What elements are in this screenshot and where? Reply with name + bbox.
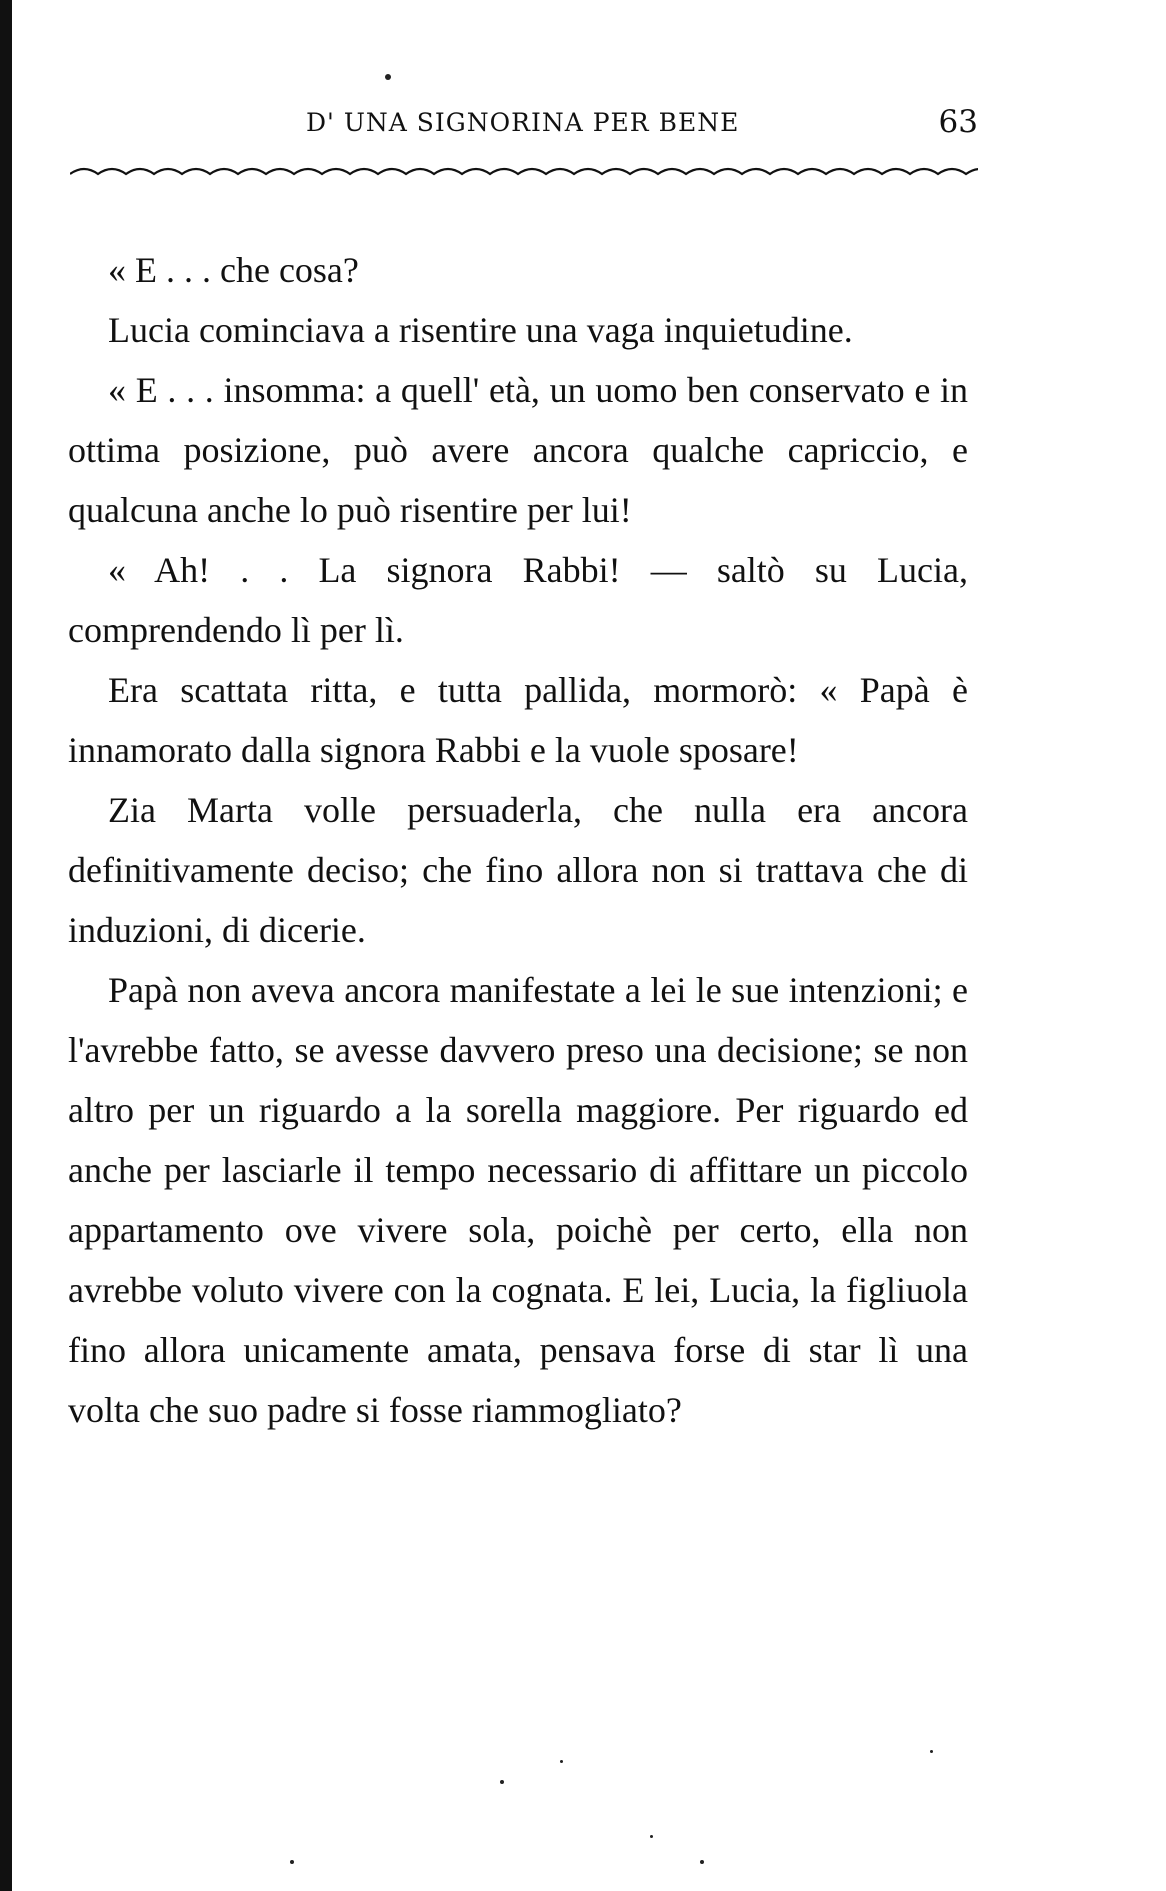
- ink-speck: [385, 74, 391, 80]
- wavy-rule-divider: [70, 160, 978, 184]
- binding-gutter: [0, 0, 12, 1891]
- page-number: 63: [938, 104, 978, 140]
- paragraph: Lucia cominciava a risentire una vaga inquietudine.: [108, 310, 853, 350]
- paragraph: Era scattata ritta, e tutta pallida, mormorò: « Papà è innamorato dalla signora Rabbi e la vuole sposare!: [68, 670, 968, 770]
- ink-speck: [650, 1835, 653, 1838]
- paragraph: Papà non aveva ancora manifestate a lei le sue intenzioni; e l'avrebbe fatto, se avesse davvero preso una decisione; se non altro per un riguardo a la sorella maggiore. Per riguardo ed anche per lasciarle il tempo necessario di affittare un piccolo appartamento ove vivere sola, poichè per certo, ella non avrebbe voluto vivere con la cognata. E lei, Lucia, la figliuola fino allora unicamente amata, pensava forse di star lì una volta che suo padre si fosse riammogliato?: [68, 970, 968, 1430]
- page-header: [70, 104, 978, 148]
- paragraph: Zia Marta volle persuaderla, che nulla era ancora definitivamente deciso; che fino allora non si trattava che di induzioni, di dicerie.: [68, 790, 968, 950]
- ink-speck: [700, 1860, 704, 1864]
- paragraph: « E . . . insomma: a quell' età, un uomo ben conservato e in ottima posizione, può avere ancora qualche capriccio, e qualcuna anche lo può risentire per lui!: [68, 370, 968, 530]
- ink-speck: [500, 1780, 504, 1784]
- paragraph: « Ah! . . La signora Rabbi! — saltò su Lucia, comprendendo lì per lì.: [68, 550, 968, 650]
- paragraph: « E . . . che cosa?: [108, 250, 359, 290]
- ink-speck: [930, 1750, 933, 1753]
- running-title: D' UNA SIGNORINA PER BENE: [306, 108, 740, 137]
- ink-speck: [290, 1860, 294, 1864]
- ink-speck: [560, 1760, 563, 1763]
- body-text: [68, 240, 968, 1440]
